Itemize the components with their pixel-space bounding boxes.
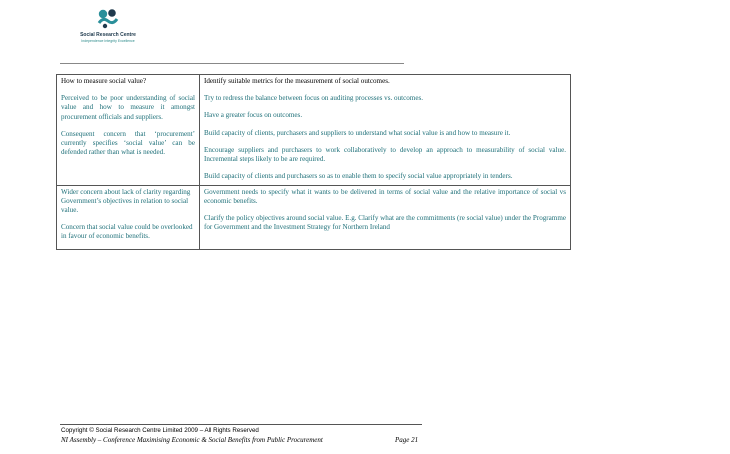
social-value-table bbox=[56, 74, 571, 250]
issue-text: Concern that social value could be overlooked in favour of economic benefits. bbox=[61, 223, 193, 241]
social-research-centre-logo bbox=[78, 8, 138, 48]
table-row bbox=[57, 75, 571, 186]
action-text: Government needs to specify what it wants to be delivered in terms of social value and the relative importance of social vs economic benefits. bbox=[204, 187, 566, 205]
logo-mark-icon bbox=[96, 8, 120, 30]
page-number: Page 21 bbox=[395, 436, 419, 444]
action-text: Build capacity of clients, purchasers and suppliers to understand what social value is and how to measure it. bbox=[204, 128, 511, 137]
copyright-notice: Copyright © Social Research Centre Limited 2009 – All Rights Reserved bbox=[61, 427, 259, 434]
logo-tagline: Independence Integrity Excellence bbox=[81, 39, 135, 43]
issue-cell bbox=[57, 75, 200, 186]
action-text: Clarify the policy objectives around social value. E.g. Clarify what are the commitments (re social value) under the Programme for Government and the Investment Strategy for Northern Ireland bbox=[204, 213, 566, 232]
action-cell bbox=[200, 75, 571, 186]
issue-text: Wider concern about lack of clarity regarding Government’s objectives in relation to social value. bbox=[61, 187, 191, 214]
issue-cell bbox=[57, 185, 200, 250]
action-text: Encourage suppliers and purchasers to work collaboratively to develop an approach to measurability of social value. Incremental steps likely to be are required. bbox=[204, 145, 566, 164]
action-cell bbox=[200, 185, 571, 250]
document-title: NI Assembly – Conference Maximising Economic & Social Benefits from Public Procurement bbox=[61, 436, 323, 444]
action-heading: Identify suitable metrics for the measurement of social outcomes. bbox=[204, 77, 390, 85]
issue-text: Perceived to be poor understanding of social value and how to measure it amongst procurement officials and suppliers. bbox=[61, 94, 195, 121]
table-row bbox=[57, 185, 571, 250]
logo-name: Social Research Centre bbox=[80, 32, 136, 38]
footer-divider bbox=[60, 424, 422, 425]
action-text: Try to redress the balance between focus on auditing processes vs. outcomes. bbox=[204, 94, 423, 103]
header-divider bbox=[60, 63, 404, 64]
action-text: Have a greater focus on outcomes. bbox=[204, 111, 303, 120]
issue-text: Consequent concern that ‘procurement’ currently specifies ‘social value’ can be defended rather than what is needed. bbox=[61, 129, 195, 157]
row-heading: How to measure social value? bbox=[61, 77, 147, 85]
action-text: Build capacity of clients and purchasers so as to enable them to specify social value appropriately in tenders. bbox=[204, 172, 513, 181]
